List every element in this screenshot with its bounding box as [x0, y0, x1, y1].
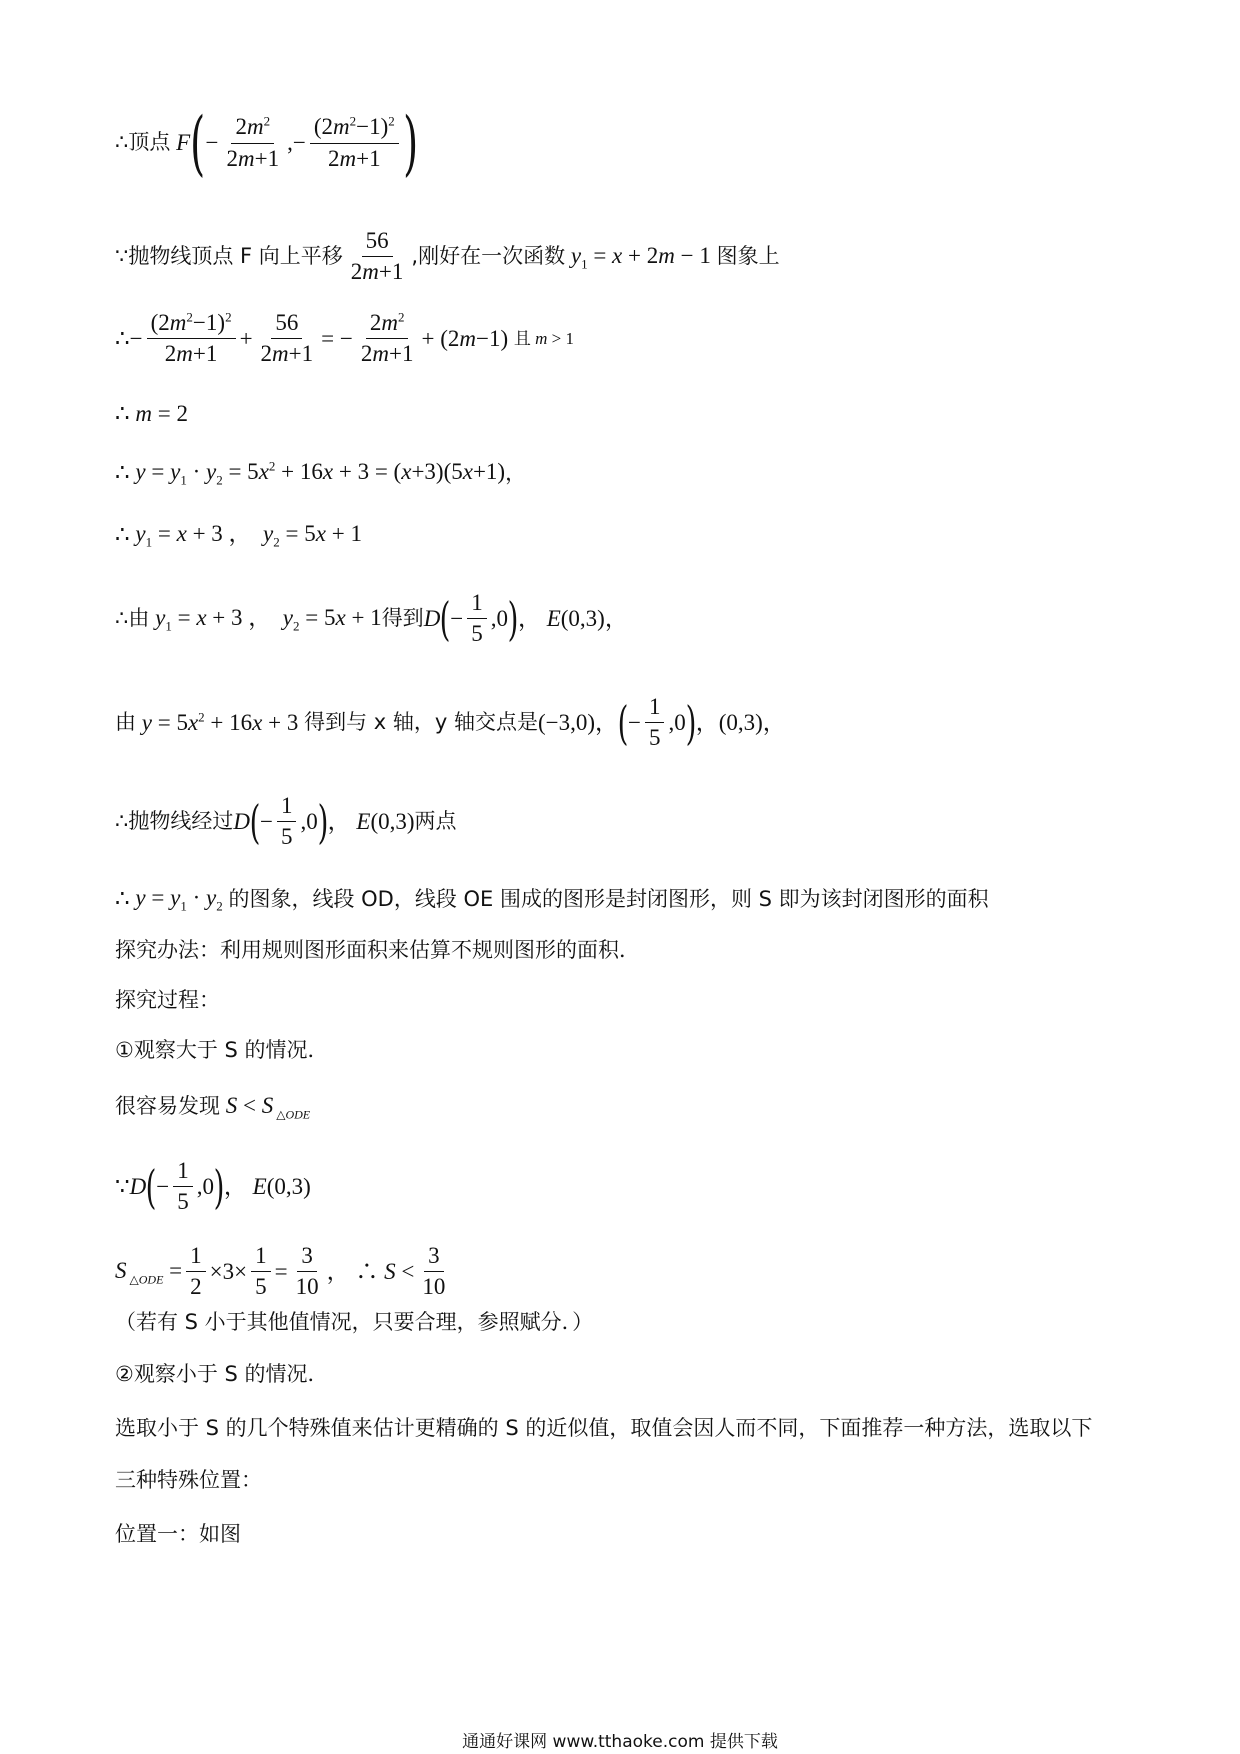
text: 的图象，线段 OD，线段 OE 围成的图形是封闭图形，则 S 即为该封闭图形的面积 — [228, 886, 989, 911]
math-expr: ,− — [287, 130, 306, 156]
line-intersections — [115, 694, 786, 752]
fraction: $\frac{2m^2}{2m+1}$ — [360, 309, 414, 367]
line-y1-y2 — [115, 520, 362, 550]
line-since-d-e — [115, 1158, 311, 1216]
text: ∴抛物线经过 — [115, 809, 234, 834]
paren: ) — [402, 102, 418, 184]
line-passes-through — [115, 793, 457, 851]
math-expr: − — [628, 710, 641, 736]
line-observe-greater: ①观察大于 S 的情况． — [115, 1038, 329, 1062]
math-expr: $y = y_1 \cdot y_2 = 5x^2 + 16x + 3 = (x+3)(5x+1)$ — [135, 458, 506, 488]
fraction: $\frac{3}{10}$ — [422, 1243, 446, 1300]
math-expr: − — [205, 130, 219, 156]
math-expr: ， E(0,3)， — [517, 606, 628, 632]
paren: ( — [617, 695, 629, 750]
text: ∴由 — [115, 606, 150, 631]
line-position-one: 位置一：如图 — [115, 1522, 241, 1546]
math-expr: ,0 — [196, 1174, 214, 1200]
text: ∴ — [115, 326, 130, 352]
text: ∴ — [115, 460, 130, 486]
math-expr: D — [423, 606, 441, 632]
math-expr: + — [239, 326, 253, 352]
fraction: $\frac{1}{2}$ — [186, 1243, 206, 1301]
paren: ( — [145, 1159, 157, 1214]
paren: ( — [190, 102, 206, 184]
line-vertex-f — [115, 102, 418, 184]
line-easy-find — [115, 1092, 310, 1122]
math-expr: S < S $_{\triangle ODE}$ — [225, 1093, 311, 1122]
fraction: $\frac{3}{10}$ — [295, 1243, 319, 1300]
math-expr: ×3× — [209, 1259, 248, 1285]
text: ∴ — [115, 886, 130, 912]
line-equation — [115, 310, 574, 368]
text: ， — [505, 460, 527, 485]
text: ∵抛物线顶点 F 向上平移 — [115, 244, 343, 269]
math-expr: − — [450, 606, 464, 632]
math-expr: − — [156, 1174, 170, 1200]
fraction: $\frac{1}{5}$ — [467, 590, 487, 648]
math-expr: ,0 — [668, 710, 686, 736]
math-expr: ，(0,3)， — [695, 710, 786, 736]
math-expr: $y_1 = x + 3$ ， $y_2 = 5x + 1$ — [135, 521, 362, 550]
math-expr: D — [129, 1174, 147, 1200]
fraction: $\frac{2m^2}{2m+1}$ — [226, 113, 280, 171]
line-product — [115, 458, 526, 488]
math-expr: ,0 — [300, 809, 318, 835]
math-expr: − — [259, 809, 273, 835]
text: 且 — [513, 328, 531, 349]
text: 两点 — [414, 809, 457, 834]
text: 图象上 — [716, 244, 780, 269]
text: ∴ — [115, 401, 130, 426]
fraction: $\frac{56}{2m+1}$ — [260, 310, 314, 367]
math-expr: F — [176, 130, 191, 156]
math-expr: $y_1 = x + 3$ ， $y_2 = 5x + 1$ — [155, 604, 382, 634]
text: ∴顶点 — [115, 130, 171, 155]
math-expr: $y = 5x^2 + 16x + 3$ — [141, 709, 305, 736]
math-expr: m > 1 — [535, 328, 574, 348]
fraction: $\frac{(2m^2-1)^2}{2m+1}$ — [147, 310, 236, 368]
math-expr: $y = y_1 \cdot y_2$ — [135, 885, 223, 914]
line-area-ode — [115, 1243, 453, 1301]
paren: ) — [685, 695, 697, 750]
text: ∴ — [115, 522, 130, 548]
math-expr: $y_1 = x + 2m - 1$ — [570, 242, 717, 272]
line-note: （若有 S 小于其他值情况，只要合理，参照赋分．） — [115, 1310, 594, 1334]
math-expr: D — [233, 809, 250, 835]
line-m-value — [115, 400, 188, 428]
line-observe-less: ②观察小于 S 的情况． — [115, 1362, 329, 1386]
paren: ( — [249, 794, 261, 849]
math-expr: = − — [321, 326, 353, 352]
fraction: $\frac{56}{2m+1}$ — [350, 228, 404, 285]
text: ∵ — [115, 1174, 130, 1200]
line-process: 探究过程： — [115, 988, 220, 1012]
text: 由 — [115, 710, 136, 735]
math-expr: (−3,0)， — [538, 710, 619, 736]
math-expr: m = 2 — [135, 401, 188, 426]
paren: ) — [213, 1159, 225, 1214]
paren: ) — [317, 794, 329, 849]
math-expr: − — [129, 326, 143, 352]
math-expr: ， E(0,3) — [223, 1174, 311, 1200]
text: ,刚好在一次函数 — [411, 244, 566, 269]
fraction: $\frac{1}{5}$ — [645, 694, 665, 752]
text: 得到 — [381, 606, 424, 631]
paren: ) — [507, 591, 519, 646]
fraction: $\frac{1}{5}$ — [277, 793, 297, 851]
line-points-d-e — [115, 590, 628, 648]
line-shift — [115, 228, 780, 286]
math-expr: + (2m−1) — [421, 326, 514, 352]
fraction: $\frac{(2m^2-1)^2}{2m+1}$ — [310, 114, 399, 172]
fraction: $\frac{1}{5}$ — [173, 1158, 193, 1216]
line-method: 探究办法：利用规则图形面积来估算不规则图形的面积． — [115, 938, 640, 962]
line-enclosed-figure — [115, 884, 989, 914]
math-expr: = — [274, 1259, 288, 1285]
text: 得到与 x 轴，y 轴交点是 — [304, 710, 538, 735]
math-expr: ,0 — [490, 606, 508, 632]
line-select-values: 选取小于 S 的几个特殊值来估计更精确的 S 的近似值，取值会因人而不同，下面推荐一种方法，选取以下 — [115, 1416, 1093, 1440]
math-expr: S $_{\triangle ODE}$ = — [115, 1257, 183, 1287]
line-three-positions: 三种特殊位置： — [115, 1468, 262, 1492]
math-expr: ， ∴ S < — [326, 1259, 415, 1285]
fraction: $\frac{1}{5}$ — [251, 1243, 271, 1301]
footer-watermark: 通通好课网 www.tthaoke.com 提供下载 — [462, 1732, 778, 1752]
paren: ( — [439, 591, 451, 646]
math-expr: ， E(0,3) — [327, 809, 415, 835]
text: 很容易发现 — [115, 1094, 220, 1119]
